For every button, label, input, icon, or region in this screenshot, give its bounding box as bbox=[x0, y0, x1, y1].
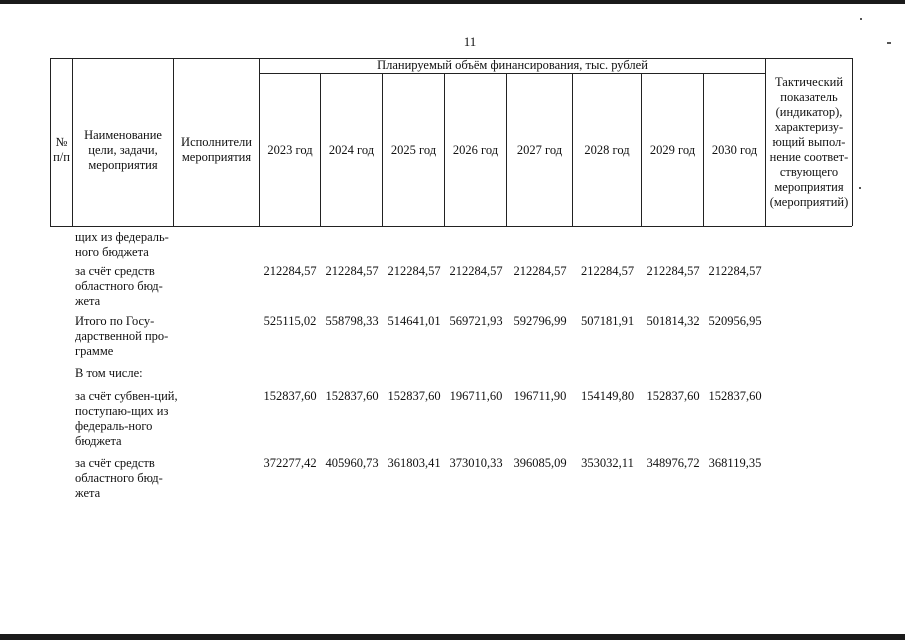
cell-value: 212284,57 bbox=[263, 264, 317, 278]
cell-value: 212284,57 bbox=[325, 264, 379, 278]
row-label: за счёт средств областного бюд-жета bbox=[75, 264, 163, 308]
cell-value: 154149,80 bbox=[580, 389, 635, 403]
header-year: 2023 год bbox=[267, 142, 313, 157]
page-number: 11 bbox=[463, 34, 477, 49]
header-indicator: Тактический показатель (индикатор), характеризу-ющий выпол-нение соответ-ствующего мероприятия (мероприятий) bbox=[769, 75, 849, 209]
row-label: за счёт средств областного бюд-жета bbox=[75, 456, 163, 500]
cell-value: 152837,60 bbox=[387, 389, 441, 403]
cell-value: 507181,91 bbox=[580, 314, 635, 328]
header-year: 2027 год bbox=[516, 142, 563, 157]
cell-value: 361803,41 bbox=[387, 456, 441, 470]
cell-value: 525115,02 bbox=[263, 314, 317, 328]
cell-value: 368119,35 bbox=[708, 456, 762, 470]
header-year: 2025 год bbox=[390, 142, 437, 157]
row-label: В том числе: bbox=[75, 366, 143, 380]
cell-value: 212284,57 bbox=[387, 264, 441, 278]
cell-value: 152837,60 bbox=[646, 389, 700, 403]
cell-value: 212284,57 bbox=[449, 264, 503, 278]
scan-speck bbox=[859, 187, 861, 189]
header-year: 2029 год bbox=[649, 142, 696, 157]
header-funding-group: Планируемый объём финансирования, тыс. рублей bbox=[377, 58, 648, 72]
scan-speck bbox=[860, 18, 862, 20]
cell-value: 196711,60 bbox=[449, 389, 503, 403]
row-label: за счёт субвен-ций, поступаю-щих из федераль-ного бюджета bbox=[75, 389, 178, 448]
cell-value: 592796,99 bbox=[513, 314, 567, 328]
header-executors: Исполнители мероприятия bbox=[181, 135, 252, 164]
cell-value: 152837,60 bbox=[325, 389, 379, 403]
scan-top-border bbox=[0, 0, 905, 4]
cell-value: 212284,57 bbox=[646, 264, 700, 278]
cell-value: 353032,11 bbox=[581, 456, 634, 470]
row-label: Итого по Госу-дарственной про-грамме bbox=[75, 314, 169, 358]
cell-value: 212284,57 bbox=[513, 264, 567, 278]
cell-value: 501814,32 bbox=[646, 314, 700, 328]
cell-value: 348976,72 bbox=[646, 456, 700, 470]
header-year: 2026 год bbox=[452, 142, 499, 157]
header-name: Наименование цели, задачи, мероприятия bbox=[84, 127, 162, 172]
cell-value: 520956,95 bbox=[708, 314, 762, 328]
column-rule bbox=[852, 58, 853, 226]
cell-value: 373010,33 bbox=[449, 456, 503, 470]
cell-value: 372277,42 bbox=[263, 456, 317, 470]
cell-value: 212284,57 bbox=[708, 264, 762, 278]
header-year: 2024 год bbox=[328, 142, 375, 157]
header-year: 2030 год bbox=[711, 142, 758, 157]
cell-value: 152837,60 bbox=[708, 389, 762, 403]
cell-value: 514641,01 bbox=[387, 314, 441, 328]
header-number: № п/п bbox=[53, 135, 70, 164]
row-label: щих из федераль-ного бюджета bbox=[75, 230, 169, 259]
cell-value: 569721,93 bbox=[449, 314, 503, 328]
header-bottom-rule bbox=[50, 226, 852, 227]
cell-value: 558798,33 bbox=[325, 314, 379, 328]
cell-value: 152837,60 bbox=[263, 389, 317, 403]
cell-value: 396085,09 bbox=[513, 456, 567, 470]
header-year: 2028 год bbox=[584, 142, 630, 157]
cell-value: 405960,73 bbox=[325, 456, 379, 470]
scan-bottom-border bbox=[0, 634, 905, 640]
cell-value: 196711,90 bbox=[513, 389, 567, 403]
cell-value: 212284,57 bbox=[580, 264, 635, 278]
